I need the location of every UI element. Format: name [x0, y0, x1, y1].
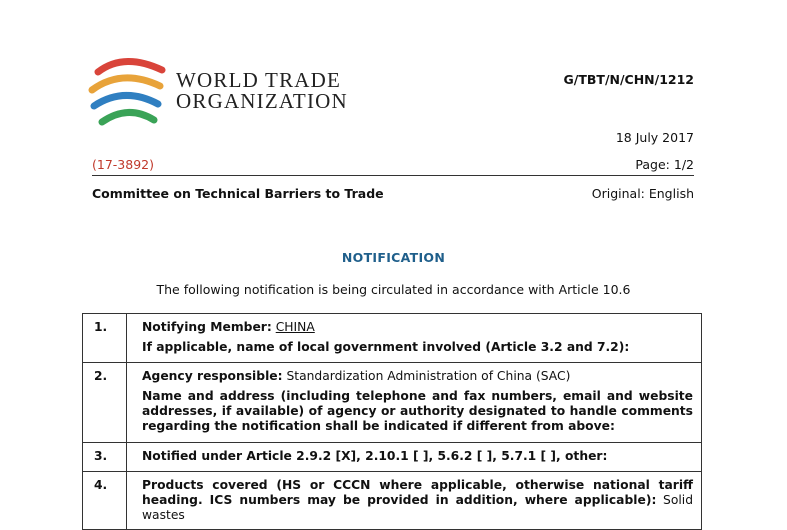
table-row — [83, 472, 702, 530]
products-value: Solid wastes — [142, 493, 693, 522]
logo-arc-red — [98, 61, 162, 72]
logo-arc-orange — [92, 78, 160, 90]
item-number: 4. — [83, 472, 127, 530]
item-subquestion: Name and address (including telephone and fax numbers, email and website addresses, if available) of agency or authority designated to handle comments regarding the notification shall be indicated if different from above: — [142, 389, 693, 433]
org-name-line1: WORLD TRADE — [176, 68, 342, 92]
document-symbol: G/TBT/N/CHN/1212 — [563, 72, 694, 87]
reference-number: (17-3892) — [92, 157, 154, 172]
item-content — [127, 314, 702, 363]
committee-name: Committee on Technical Barriers to Trade — [92, 186, 384, 201]
item-label: Notifying Member: — [142, 320, 272, 334]
item-content — [127, 472, 702, 530]
item-content — [127, 363, 702, 443]
wto-logo — [84, 54, 174, 134]
logo-arc-blue — [94, 95, 158, 106]
header-divider — [92, 175, 694, 176]
agency-value: Standardization Administration of China (SAC) — [286, 369, 571, 383]
item-subquestion: If applicable, name of local government involved (Article 3.2 and 7.2): — [142, 340, 630, 354]
table-row — [83, 443, 702, 472]
item-content — [127, 443, 702, 472]
notifying-member-value: CHINA — [275, 320, 315, 334]
notification-heading: NOTIFICATION — [341, 250, 446, 265]
org-name-line2: ORGANIZATION — [176, 89, 348, 113]
item-label: Agency responsible: — [142, 369, 283, 383]
original-language: Original: English — [591, 186, 694, 201]
item-number: 3. — [83, 443, 127, 472]
item-label: Products covered (HS or CCCN where applicable, otherwise national tariff heading. ICS numbers may be provided in addition, where applicable): — [142, 478, 693, 507]
notification-form-table — [82, 313, 702, 530]
organization-name — [176, 70, 348, 112]
table-row — [83, 363, 702, 443]
document-date: 18 July 2017 — [615, 130, 694, 145]
item-label: Notified under Article 2.9.2 [X], 2.10.1 [ ], 5.6.2 [ ], 5.7.1 [ ], other: — [142, 449, 608, 463]
item-number: 2. — [83, 363, 127, 443]
logo-arc-green — [102, 112, 154, 122]
table-row — [83, 314, 702, 363]
page-number: Page: 1/2 — [635, 157, 694, 172]
notification-intro: The following notification is being circulated in accordance with Article 10.6 — [156, 282, 631, 297]
item-number: 1. — [83, 314, 127, 363]
